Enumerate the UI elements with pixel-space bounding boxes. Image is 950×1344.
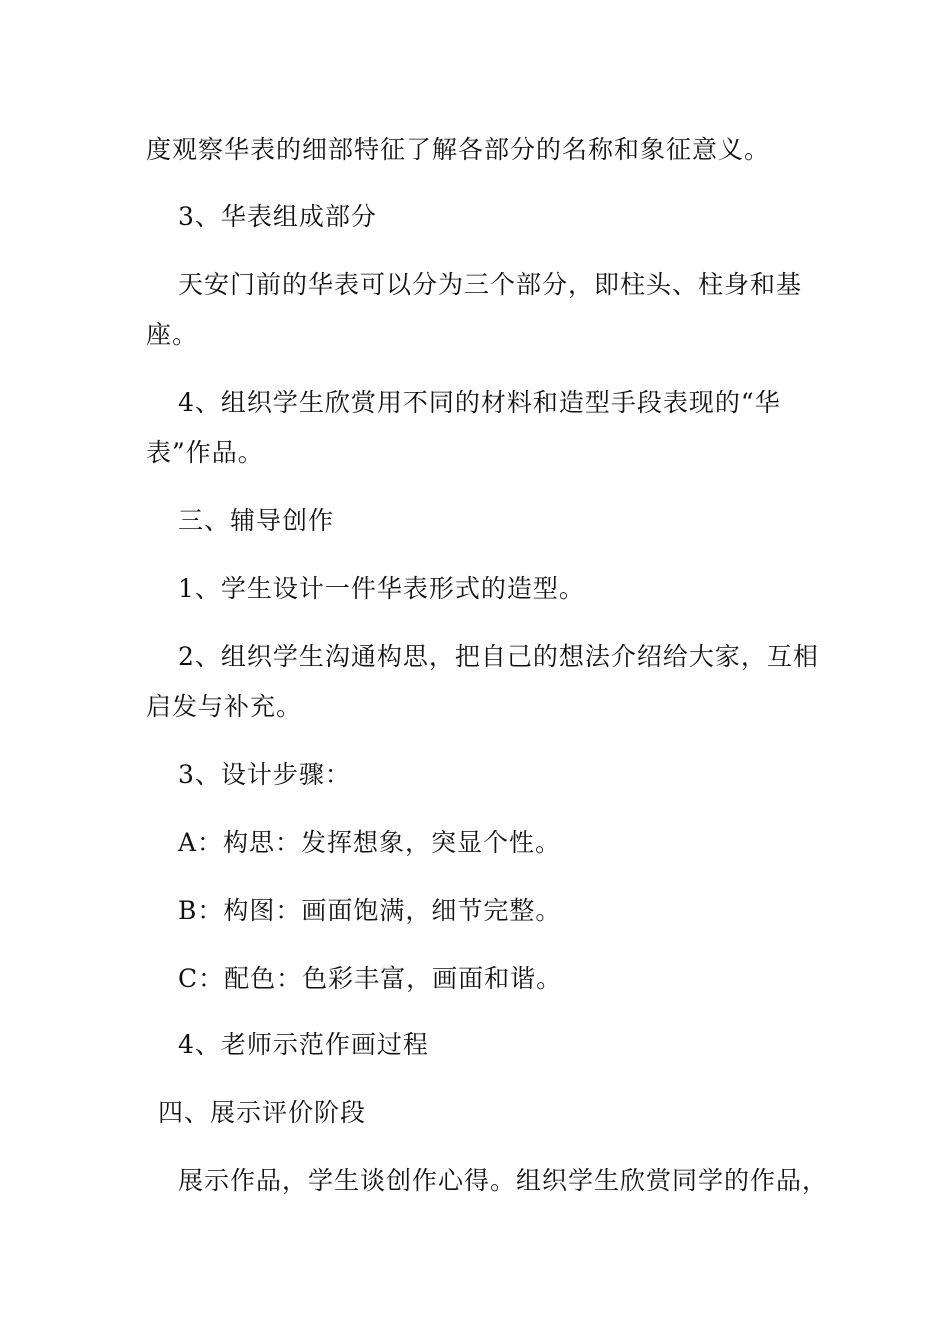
design-step-a: A：构思：发挥想象，突显个性。: [178, 828, 562, 857]
subheading-huabiao-parts: 3、华表组成部分: [178, 202, 377, 231]
list-item-4-demo: 4、老师示范作画过程: [178, 1030, 429, 1059]
design-step-c: C：配色：色彩丰富，画面和谐。: [178, 964, 563, 993]
list-item-2: 2、组织学生沟通构思，把自己的想法介绍给大家，互相: [178, 642, 819, 671]
paragraph-line: 座。: [146, 320, 199, 349]
paragraph-line: 天安门前的华表可以分为三个部分，即柱头、柱身和基: [178, 270, 803, 299]
design-step-b: B：构图：画面饱满，细节完整。: [178, 896, 562, 925]
section-heading-3: 三、辅导创作: [178, 506, 335, 535]
paragraph-continuation: 度观察华表的细部特征了解各部分的名称和象征意义。: [146, 135, 771, 164]
paragraph-line: 展示作品，学生谈创作心得。组织学生欣赏同学的作品，: [178, 1166, 829, 1195]
list-item-3: 3、设计步骤：: [178, 760, 351, 789]
list-item-2-continuation: 启发与补充。: [146, 692, 303, 721]
list-item-1: 1、学生设计一件华表形式的造型。: [178, 574, 585, 603]
list-item-4-continuation: 表”作品。: [146, 438, 264, 467]
list-item-4: 4、组织学生欣赏用不同的材料和造型手段表现的“华: [178, 388, 781, 417]
section-heading-4: 四、展示评价阶段: [158, 1098, 367, 1127]
